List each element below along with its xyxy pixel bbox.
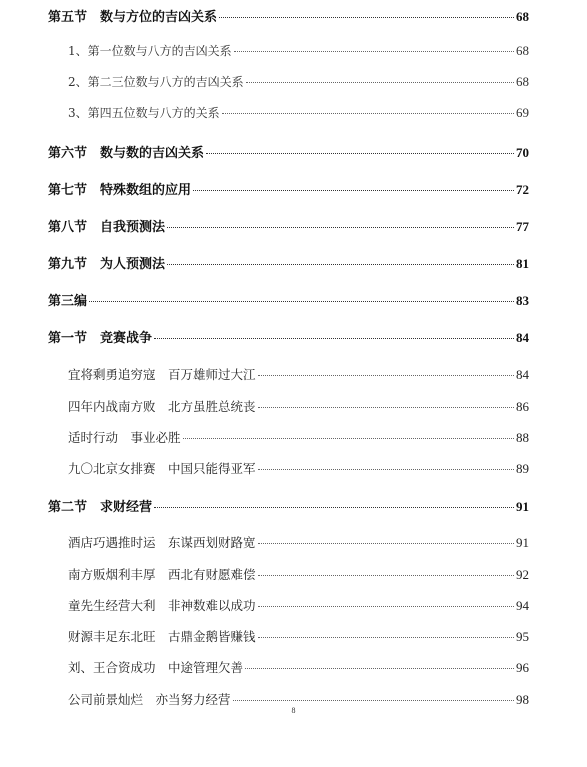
- toc-sub-entry[interactable]: [68, 459, 529, 477]
- dot-leader: [258, 469, 514, 470]
- toc-section-entry[interactable]: [48, 6, 529, 25]
- toc-section-entry[interactable]: [48, 179, 529, 198]
- dot-leader: [234, 51, 514, 52]
- toc-sub-entry[interactable]: [68, 565, 529, 583]
- toc-entry-page-number: 84: [516, 330, 529, 345]
- toc-sub-entry[interactable]: [68, 596, 529, 614]
- dot-leader: [258, 407, 514, 408]
- dot-leader: [167, 264, 514, 265]
- toc-entry-page-number: 84: [516, 367, 529, 382]
- toc-entry-page-number: 89: [516, 461, 529, 476]
- toc-entry-page-number: 68: [516, 74, 529, 89]
- dot-leader: [258, 637, 514, 638]
- toc-sub-entry[interactable]: [68, 42, 529, 59]
- toc-entry-page-number: 94: [516, 598, 529, 613]
- toc-sub-entry[interactable]: [68, 658, 529, 676]
- toc-entry-page-number: 81: [516, 256, 529, 271]
- page-number: 8: [291, 706, 296, 715]
- dot-leader: [167, 227, 514, 228]
- toc-entry-title: 1、第一位数与八方的吉凶关系: [68, 44, 232, 58]
- toc-entry-page-number: 69: [516, 105, 529, 120]
- toc-sub-entry[interactable]: [68, 104, 529, 121]
- toc-entry-page-number: 68: [516, 9, 529, 24]
- toc-section-entry[interactable]: [48, 253, 529, 272]
- dot-leader: [258, 575, 514, 576]
- toc-section-entry[interactable]: [48, 216, 529, 235]
- toc-entry-title: 财源丰足东北旺 古鼎金鹅皆赚钱: [68, 629, 256, 644]
- toc-entry-title: 第一节 竞赛战争: [48, 331, 153, 346]
- toc-sub-entry[interactable]: [68, 365, 529, 383]
- dot-leader: [154, 507, 514, 508]
- toc-entry-page-number: 96: [516, 660, 529, 675]
- toc-entry-title: 第三编: [48, 294, 88, 309]
- toc-entry-page-number: 86: [516, 399, 529, 414]
- dot-leader: [154, 338, 514, 339]
- toc-section-entry[interactable]: [48, 290, 529, 309]
- dot-leader: [233, 700, 514, 701]
- toc-sub-entry[interactable]: [68, 428, 529, 446]
- toc-sub-entry[interactable]: [68, 533, 529, 551]
- toc-sub-entry[interactable]: [68, 73, 529, 90]
- toc-entry-page-number: 95: [516, 629, 529, 644]
- toc-entry-title: 四年内战南方败 北方虽胜总统丧: [68, 399, 256, 414]
- dot-leader: [89, 301, 514, 302]
- toc-entry-title: 南方贩烟利丰厚 西北有财愿难偿: [68, 567, 256, 582]
- dot-leader: [222, 113, 514, 114]
- dot-leader: [206, 153, 514, 154]
- dot-leader: [246, 82, 514, 83]
- toc-entry-title: 3、第四五位数与八方的关系: [68, 106, 220, 120]
- toc-entry-page-number: 98: [516, 692, 529, 707]
- toc-section-entry[interactable]: [48, 327, 529, 346]
- dot-leader: [183, 438, 514, 439]
- toc-entry-page-number: 91: [516, 535, 529, 550]
- dot-leader: [258, 375, 514, 376]
- toc-section-entry[interactable]: [48, 142, 529, 161]
- toc-entry-page-number: 88: [516, 430, 529, 445]
- dot-leader: [219, 17, 514, 18]
- toc-entry-page-number: 91: [516, 499, 529, 514]
- toc-entry-title: 宜将剩勇追穷寇 百万雄师过大江: [68, 367, 256, 382]
- dot-leader: [245, 668, 514, 669]
- toc-entry-title: 适时行动 事业必胜: [68, 430, 181, 445]
- toc-entry-page-number: 68: [516, 43, 529, 58]
- toc-entry-title: 第五节 数与方位的吉凶关系: [48, 10, 218, 25]
- toc-entry-title: 九〇北京女排赛 中国只能得亚军: [68, 461, 256, 476]
- toc-entry-page-number: 77: [516, 219, 529, 234]
- dot-leader: [193, 190, 514, 191]
- toc-entry-page-number: 92: [516, 567, 529, 582]
- toc-section-entry[interactable]: [48, 496, 529, 515]
- toc-entry-page-number: 83: [516, 293, 529, 308]
- dot-leader: [258, 543, 514, 544]
- toc-entry-title: 童先生经营大利 非神数难以成功: [68, 598, 256, 613]
- toc-entry-title: 第八节 自我预测法: [48, 220, 166, 235]
- toc-entry-title: 公司前景灿烂 亦当努力经营: [68, 692, 231, 707]
- toc-entry-title: 酒店巧遇推时运 东谋西划财路宽: [68, 535, 256, 550]
- toc-entry-title: 第九节 为人预测法: [48, 257, 166, 272]
- toc-entry-title: 刘、王合资成功 中途管理欠善: [68, 660, 244, 675]
- toc-entry-page-number: 70: [516, 145, 529, 160]
- toc-entry-title: 第七节 特殊数组的应用: [48, 183, 192, 198]
- toc-entry-title: 2、第二三位数与八方的吉凶关系: [68, 75, 244, 89]
- toc-entry-title: 第六节 数与数的吉凶关系: [48, 146, 205, 161]
- toc-sub-entry[interactable]: [68, 627, 529, 645]
- toc-entry-title: 第二节 求财经营: [48, 500, 153, 515]
- toc-sub-entry[interactable]: [68, 397, 529, 415]
- toc-entry-page-number: 72: [516, 182, 529, 197]
- dot-leader: [258, 606, 514, 607]
